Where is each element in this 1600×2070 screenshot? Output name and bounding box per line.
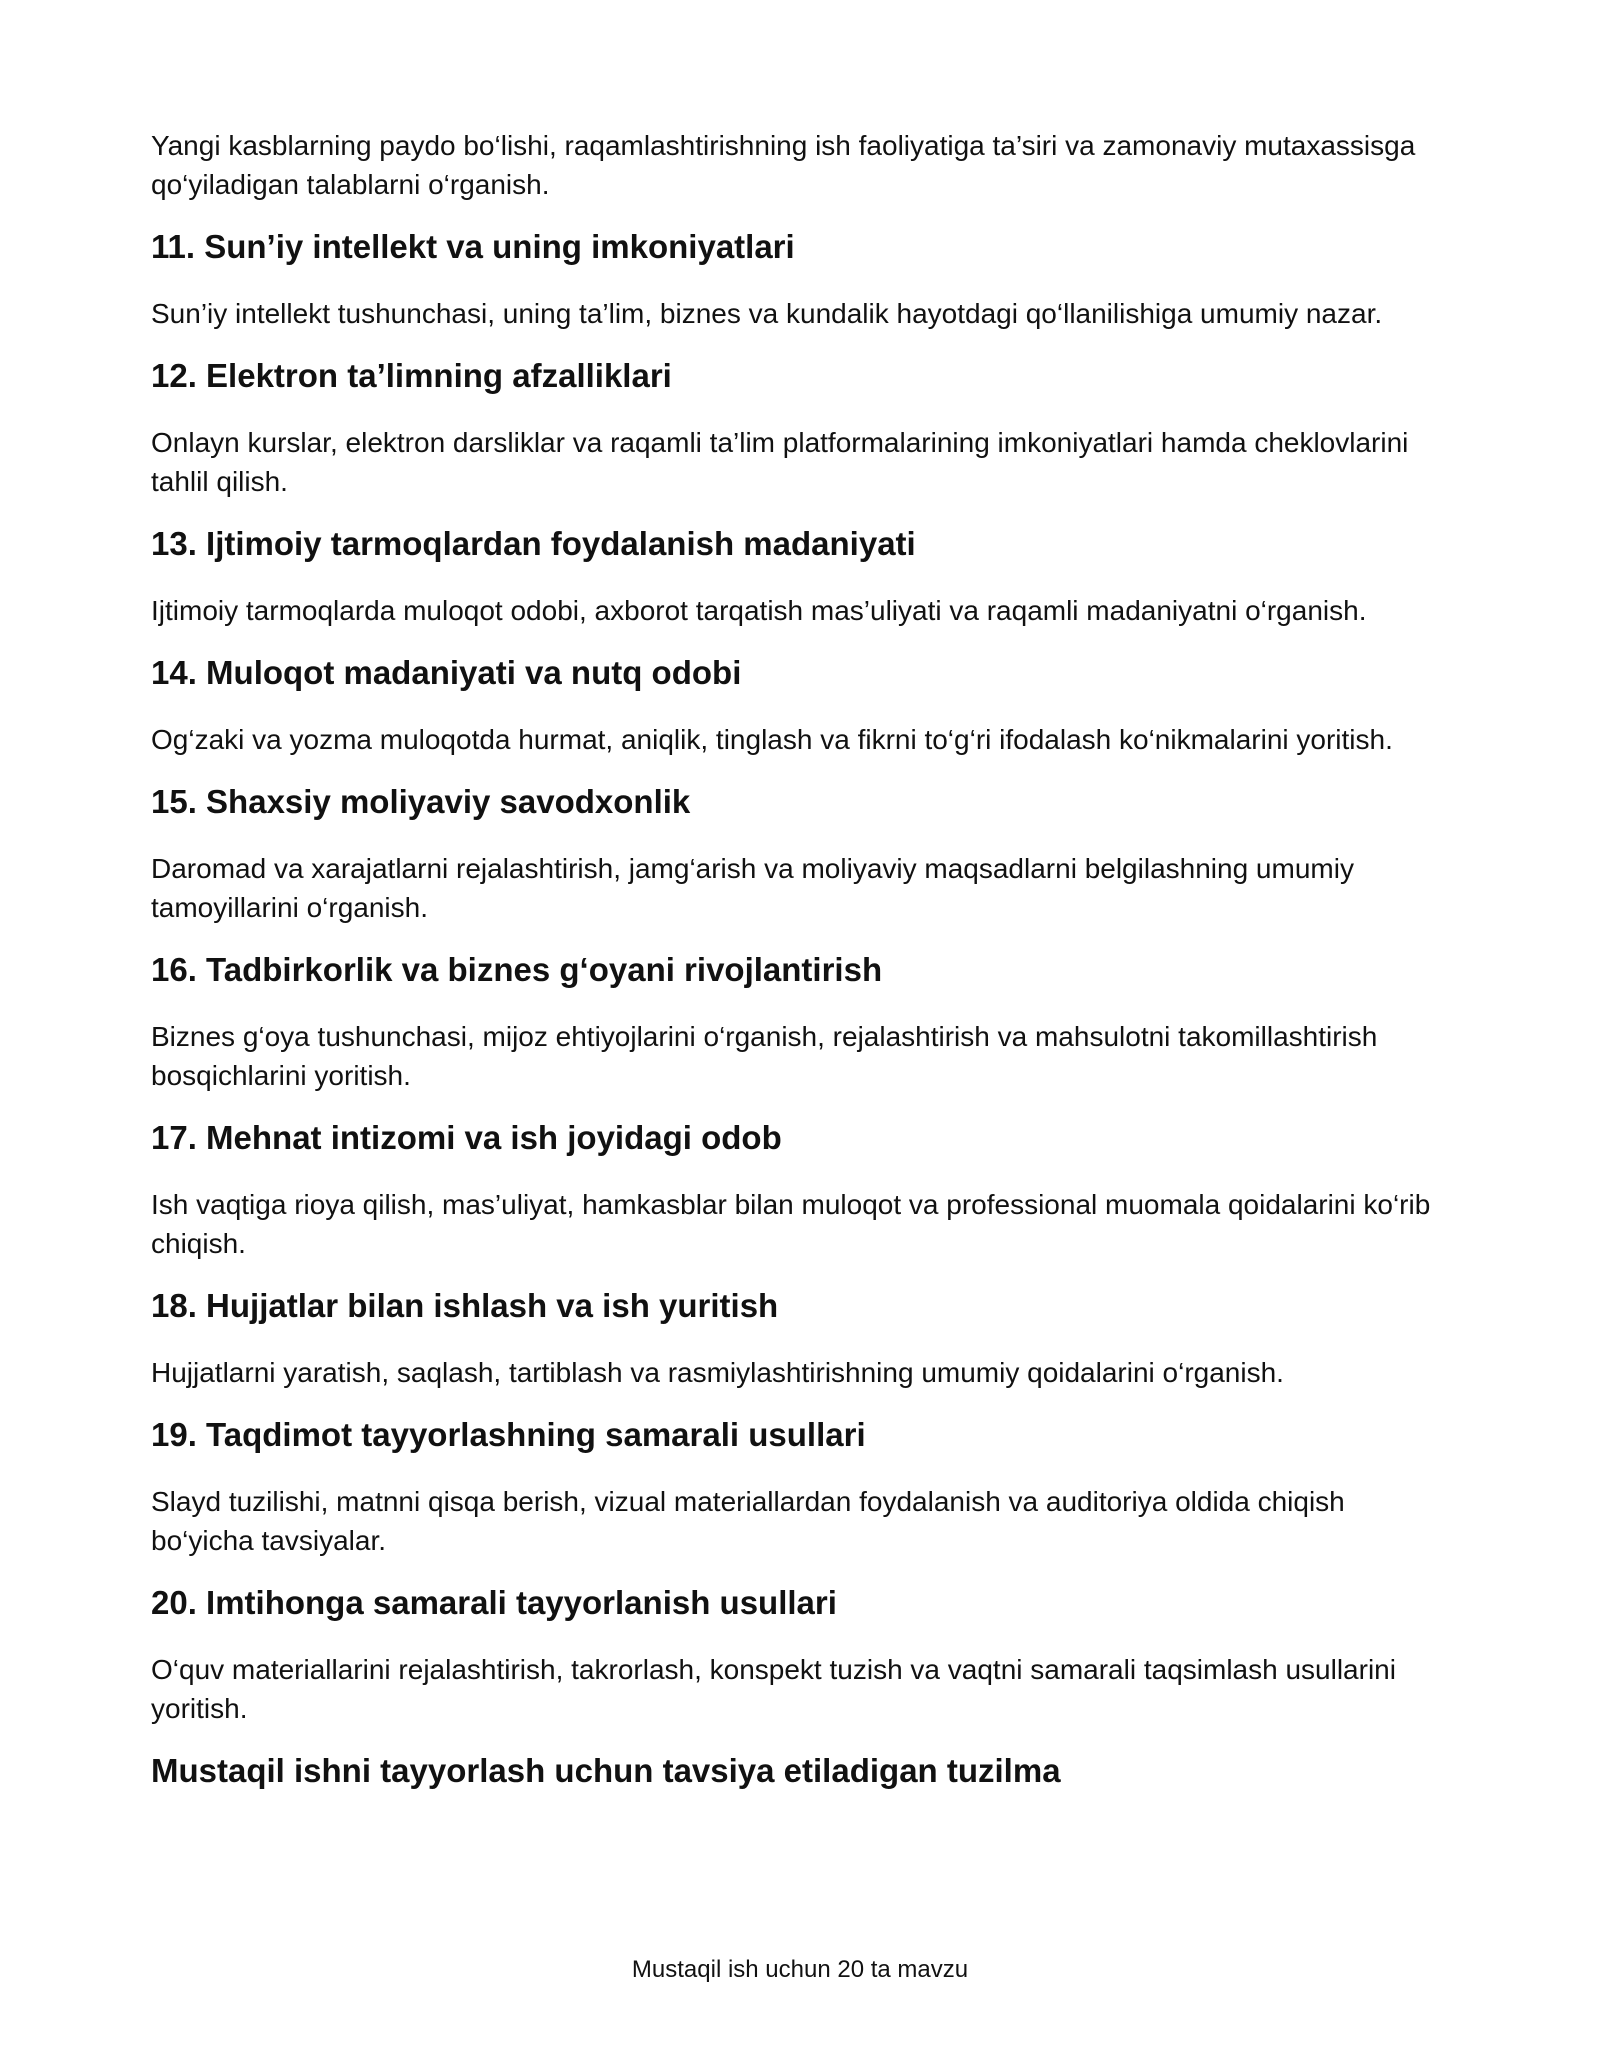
topic-17 xyxy=(151,1117,1451,1263)
topic-description: Hujjatlarni yaratish, saqlash, tartiblash va rasmiylashtirishning umumiy qoidalarini o‘rganish. xyxy=(151,1357,1284,1388)
section-heading: Mustaqil ishni tayyorlash uchun tavsiya etiladigan tuzilma xyxy=(151,1752,1061,1789)
topic-16 xyxy=(151,949,1451,1095)
topic-title: 14. Muloqot madaniyati va nutq odobi xyxy=(151,654,742,691)
topic-13 xyxy=(151,523,1451,630)
topic-description: O‘quv materiallarini rejalashtirish, takrorlash, konspekt tuzish va vaqtni samarali taqsimlash usullarini yoritish. xyxy=(151,1654,1396,1724)
topic-11 xyxy=(151,226,1451,333)
topic-15 xyxy=(151,781,1451,927)
topic-description: Og‘zaki va yozma muloqotda hurmat, aniqlik, tinglash va fikrni to‘g‘ri ifodalash ko‘nikmalarini yoritish. xyxy=(151,724,1393,755)
topic-12 xyxy=(151,355,1451,501)
topic-description: Slayd tuzilishi, matnni qisqa berish, vizual materiallardan foydalanish va auditoriya oldida chiqish bo‘yicha tavsiyalar. xyxy=(151,1486,1345,1556)
topic-18 xyxy=(151,1285,1451,1392)
intro-paragraph: Yangi kasblarning paydo bo‘lishi, raqamlashtirishning ish faoliyatiga ta’siri va zamonaviy mutaxassisga qo‘yiladigan talablarni o‘rganish. xyxy=(151,130,1416,200)
topic-title: 19. Taqdimot tayyorlashning samarali usullari xyxy=(151,1416,866,1453)
topic-description: Onlayn kurslar, elektron darsliklar va raqamli ta’lim platformalarining imkoniyatlari hamda cheklovlarini tahlil qilish. xyxy=(151,427,1409,497)
topic-title: 16. Tadbirkorlik va biznes g‘oyani rivojlantirish xyxy=(151,951,883,988)
topic-title: 15. Shaxsiy moliyaviy savodxonlik xyxy=(151,783,691,820)
topic-title: 11. Sun’iy intellekt va uning imkoniyatlari xyxy=(151,228,795,265)
topic-description: Ijtimoiy tarmoqlarda muloqot odobi, axborot tarqatish mas’uliyati va raqamli madaniyatni o‘rganish. xyxy=(151,595,1367,626)
topic-title: 18. Hujjatlar bilan ishlash va ish yuritish xyxy=(151,1287,779,1324)
topic-description: Biznes g‘oya tushunchasi, mijoz ehtiyojlarini o‘rganish, rejalashtirish va mahsulotni takomillashtirish bosqichlarini yoritish. xyxy=(151,1021,1378,1091)
document-page xyxy=(151,126,1451,1792)
topic-20 xyxy=(151,1582,1451,1728)
topic-description: Daromad va xarajatlarni rejalashtirish, jamg‘arish va moliyaviy maqsadlarni belgilashning umumiy tamoyillarini o‘rganish. xyxy=(151,853,1354,923)
topic-title: 17. Mehnat intizomi va ish joyidagi odob xyxy=(151,1119,782,1156)
topic-19 xyxy=(151,1414,1451,1560)
page-footer: Mustaqil ish uchun 20 ta mavzu xyxy=(631,1956,969,1983)
topic-title: 20. Imtihonga samarali tayyorlanish usullari xyxy=(151,1584,837,1621)
topic-description: Sun’iy intellekt tushunchasi, uning ta’lim, biznes va kundalik hayotdagi qo‘llanilishiga umumiy nazar. xyxy=(151,298,1383,329)
topic-14 xyxy=(151,652,1451,759)
topic-description: Ish vaqtiga rioya qilish, mas’uliyat, hamkasblar bilan muloqot va professional muomala qoidalarini ko‘rib chiqish. xyxy=(151,1189,1431,1259)
topic-title: 12. Elektron ta’limning afzalliklari xyxy=(151,357,672,394)
topic-title: 13. Ijtimoiy tarmoqlardan foydalanish madaniyati xyxy=(151,525,916,562)
